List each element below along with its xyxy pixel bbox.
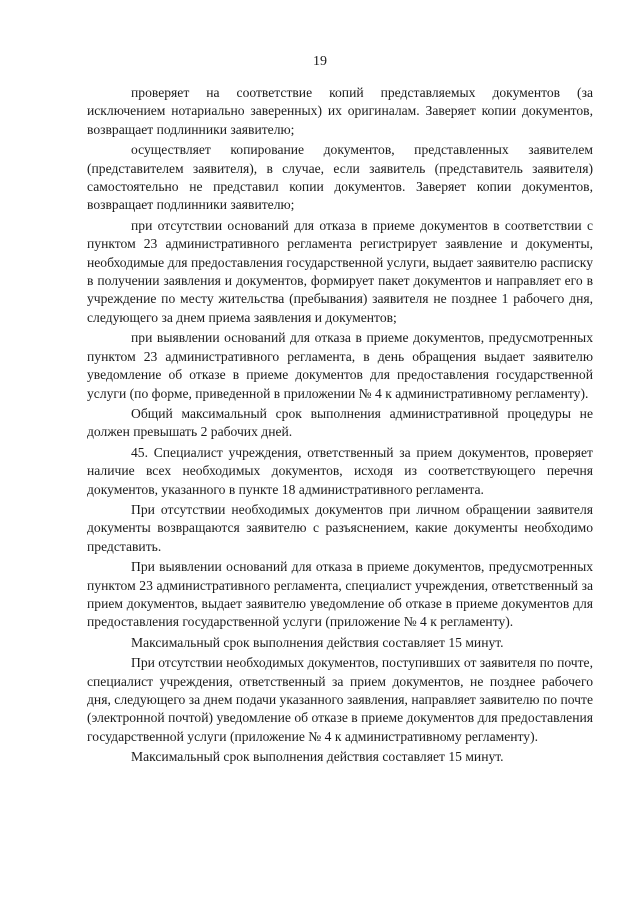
document-body <box>87 84 593 769</box>
paragraph-postal-refusal: При отсутствии необходимых документов, поступивших от заявителя по почте, специалист учреждения, ответственный за прием документов, не позднее рабочего дня, следующего за днем подачи указанного заявления, направляет заявителю по почте (электронной почтой) уведомление об отказе в приеме документов для предоставления государственной услуги (приложение № 4 к административному регламенту). <box>87 655 593 744</box>
paragraph-missing-documents: При отсутствии необходимых документов при личном обращении заявителя документы возвращаются заявителю с разъяснением, какие документы необходимо представить. <box>87 501 593 554</box>
page-number: 19 <box>313 54 327 69</box>
paragraph-item-45: 45. Специалист учреждения, ответственный за прием документов, проверяет наличие всех необходимых документов, исходя из соответствующего перечня документов, указанного в пункте 18 административного регламента. <box>87 444 593 497</box>
paragraph-refusal-grounds: При выявлении оснований для отказа в приеме документов, предусмотренных пунктом 23 административного регламента, специалист учреждения, ответственный за прием документов, выдает заявителю уведомление об отказе в приеме документов для предоставления государственной услуги (приложение № 4 к регламенту). <box>87 559 593 630</box>
paragraph-action-deadline: Максимальный срок выполнения действия составляет 15 минут. <box>131 634 504 650</box>
paragraph-procedure-deadline: Общий максимальный срок выполнения административной процедуры не должен превышать 2 рабочих дней. <box>87 405 593 440</box>
paragraph-action-deadline-final: Максимальный срок выполнения действия составляет 15 минут. <box>131 749 504 765</box>
paragraph-register-application: при отсутствии оснований для отказа в приеме документов в соответствии с пунктом 23 административного регламента регистрирует заявление и документы, необходимые для предоставления государственной услуги, выдает заявителю расписку в получении заявления и документов, формирует пакет документов и направляет его в учреждение по месту жительства (пребывания) заявителя не позднее 1 рабочего дня, следующего за днем приема заявления и документов; <box>87 217 593 325</box>
paragraph-copy-documents: осуществляет копирование документов, представленных заявителем (представителем заявителя), в случае, если заявитель (представитель заявителя) самостоятельно не представил копии документов. Заверяет копии документов, возвращает подлинники заявителю; <box>87 142 593 213</box>
paragraph-refusal-notice: при выявлении оснований для отказа в приеме документов, предусмотренных пунктом 23 административного регламента, в день обращения выдает заявителю уведомление об отказе в приеме документов для предоставления государственной услуги (по форме, приведенной в приложении № 4 к административному регламенту). <box>87 330 593 401</box>
paragraph-verify-copies: проверяет на соответствие копий представляемых документов (за исключением нотариально заверенных) их оригиналам. Заверяет копии документов, возвращает подлинники заявителю; <box>87 85 593 137</box>
